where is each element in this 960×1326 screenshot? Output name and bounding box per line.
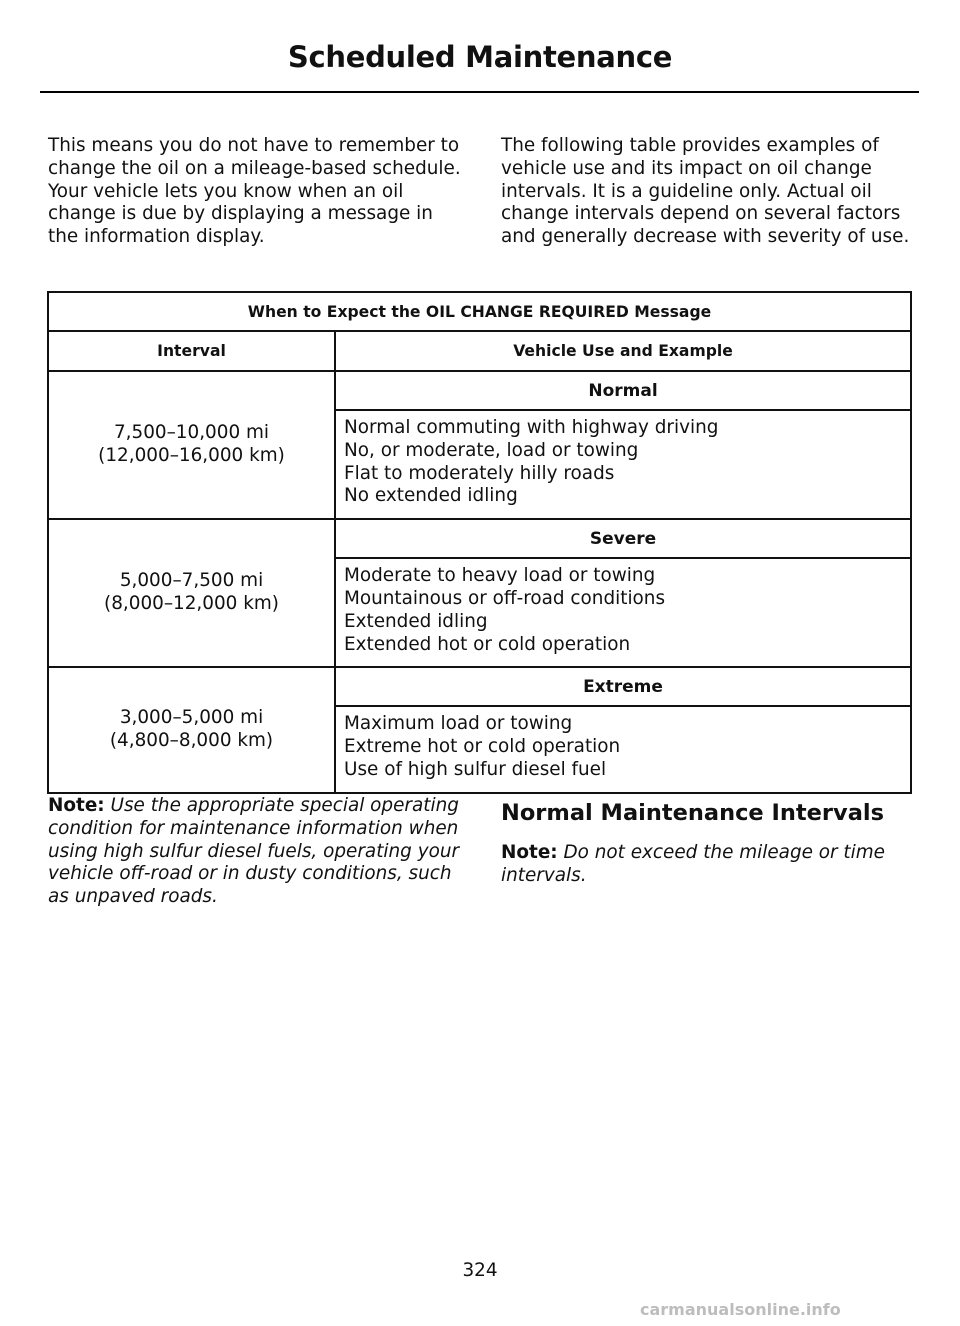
interval-miles: 7,500–10,000 mi <box>113 422 270 444</box>
category-label: Extreme <box>335 667 911 706</box>
category-label: Severe <box>335 519 911 558</box>
use-item: Moderate to heavy load or towing <box>344 565 656 587</box>
interval-cell <box>48 519 335 667</box>
use-item: Mountainous or off-road conditions <box>344 587 666 609</box>
table-caption: When to Expect the OIL CHANGE REQUIRED Message <box>48 292 911 331</box>
oil-change-table <box>47 291 912 794</box>
note-label: Note: <box>48 795 105 816</box>
interval-km: (4,800–8,000 km) <box>109 730 274 752</box>
use-item: Extended idling <box>344 610 488 632</box>
interval-miles: 5,000–7,500 mi <box>119 570 264 592</box>
interval-cell <box>48 371 335 519</box>
column-header-vehicle-use: Vehicle Use and Example <box>335 331 911 371</box>
use-item: No extended idling <box>344 485 518 507</box>
table-row-extreme-category <box>48 667 911 706</box>
section-heading: Normal Maintenance Intervals <box>501 800 884 826</box>
intro-paragraph-right: The following table provides examples of vehicle use and its impact on oil change intervals. It is a guideline only. Actual oil change intervals depend on several factors and generally decrease with severity of use. <box>501 135 910 248</box>
header-divider <box>40 91 919 93</box>
table-row-severe-category <box>48 519 911 558</box>
interval-km: (8,000–12,000 km) <box>104 593 279 615</box>
note-label: Note: <box>501 842 558 863</box>
use-item: Maximum load or towing <box>344 713 573 735</box>
intro-paragraph-left: This means you do not have to remember to change the oil on a mileage-based schedule. Your vehicle lets you know when an oil change is due by displaying a message in the information display. <box>48 135 461 248</box>
use-item: Extended hot or cold operation <box>344 633 631 655</box>
category-label: Normal <box>335 371 911 410</box>
table-row-normal-category <box>48 371 911 410</box>
use-item: Flat to moderately hilly roads <box>344 462 615 484</box>
interval-cell <box>48 667 335 792</box>
interval-miles: 3,000–5,000 mi <box>119 707 264 729</box>
page-number: 324 <box>462 1260 498 1281</box>
uses-cell <box>335 558 911 667</box>
note-do-not-exceed <box>501 842 919 888</box>
watermark: carmanualsonline.info <box>640 1300 841 1319</box>
uses-cell <box>335 706 911 792</box>
note-text: Use the appropriate special operating condition for maintenance information when using high sulfur diesel fuels, operating your vehicle off-road or in dusty conditions, such as unpaved roads. <box>48 795 460 908</box>
page-title: Scheduled Maintenance <box>287 40 673 74</box>
use-item: Use of high sulfur diesel fuel <box>344 758 607 780</box>
interval-km: (12,000–16,000 km) <box>98 445 285 467</box>
uses-cell <box>335 410 911 519</box>
use-item: No, or moderate, load or towing <box>344 439 639 461</box>
use-item: Extreme hot or cold operation <box>344 736 621 758</box>
note-special-conditions <box>48 795 468 909</box>
note-text: Do not exceed the mileage or time intervals. <box>501 842 885 886</box>
use-item: Normal commuting with highway driving <box>344 417 719 438</box>
column-header-interval: Interval <box>48 331 335 371</box>
